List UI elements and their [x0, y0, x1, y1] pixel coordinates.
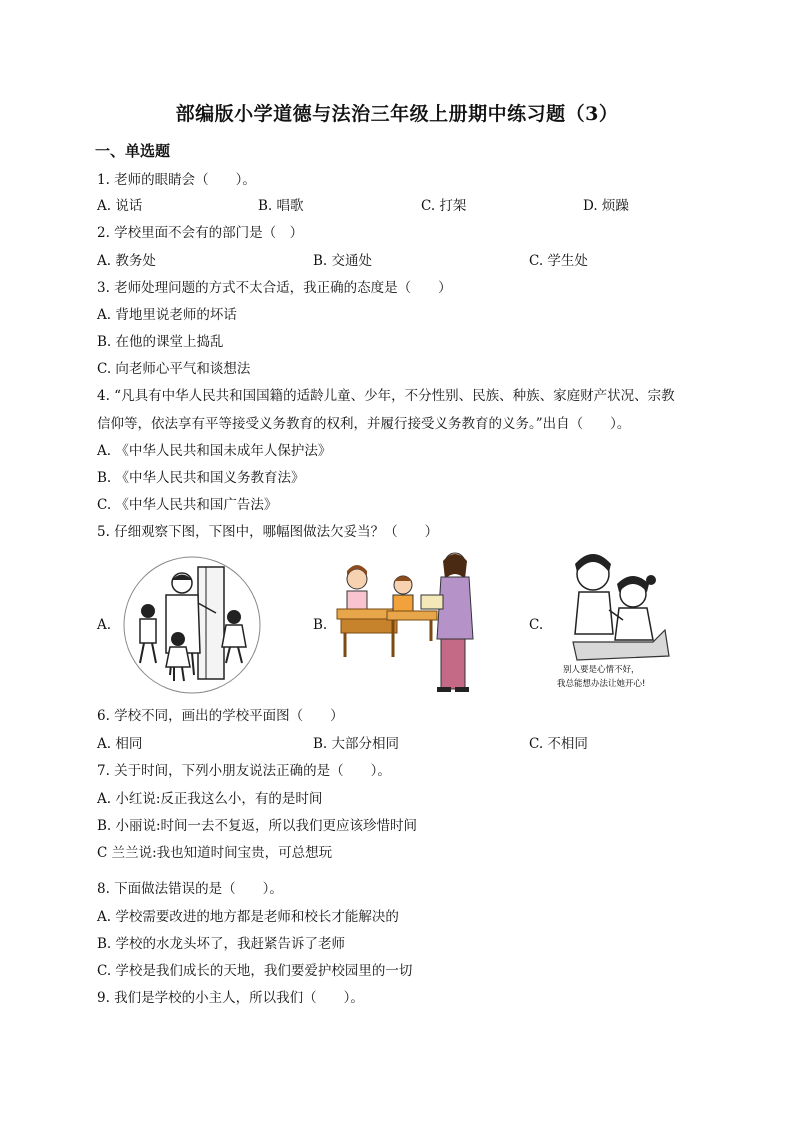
question-3-option-a[interactable]: A. 背地里说老师的坏话: [97, 307, 237, 323]
question-1-option-a[interactable]: A. 说话: [97, 198, 143, 214]
page-title: 部编版小学道德与法治三年级上册期中练习题（3）: [175, 103, 619, 125]
question-8-option-b[interactable]: B. 学校的水龙头坏了，我赶紧告诉了老师: [97, 936, 346, 952]
question-8-option-a[interactable]: A. 学校需要改进的地方都是老师和校长才能解决的: [97, 909, 399, 925]
question-1-option-b[interactable]: B. 唱歌: [258, 198, 304, 214]
question-5-option-a[interactable]: A.: [97, 617, 112, 633]
illustration-caption-line-1: 别人要是心情不好，: [563, 665, 640, 675]
question-1-stem: 1. 老师的眼睛会（ ）。: [97, 172, 256, 188]
question-3-option-c[interactable]: C. 向老师心平气和谈想法: [97, 361, 251, 377]
question-2-option-c[interactable]: C. 学生处: [529, 253, 588, 269]
question-5-option-b[interactable]: B.: [313, 617, 328, 633]
question-2-option-b[interactable]: B. 交通处: [313, 253, 373, 269]
illustration-caption-line-2: 我总能想办法让她开心!: [557, 679, 646, 689]
question-9-stem: 9. 我们是学校的小主人，所以我们（ ）。: [97, 990, 364, 1006]
section-heading: 一、单选题: [95, 142, 171, 160]
question-2-option-a[interactable]: A. 教务处: [97, 253, 156, 269]
question-7-stem: 7. 关于时间，下列小朋友说法正确的是（ ）。: [97, 763, 391, 779]
question-1-option-c[interactable]: C. 打架: [421, 198, 467, 214]
question-6-option-b[interactable]: B. 大部分相同: [313, 736, 400, 752]
question-8-stem: 8. 下面做法错误的是（ ）。: [97, 881, 283, 897]
question-1-option-d[interactable]: D. 烦躁: [583, 198, 629, 214]
question-3-stem: 3. 老师处理问题的方式不太合适，我正确的态度是（ ）: [97, 280, 452, 296]
question-5-option-c[interactable]: C.: [529, 617, 544, 633]
question-3-option-b[interactable]: B. 在他的课堂上捣乱: [97, 334, 224, 350]
question-4-option-a[interactable]: A. 《中华人民共和国未成年人保护法》: [97, 443, 332, 459]
question-4-stem-line-1: 4. “凡具有中华人民共和国国籍的适龄儿童、少年，不分性别、民族、种族、家庭财产状况、宗教: [97, 388, 675, 404]
question-7-option-c[interactable]: C 兰兰说:我也知道时间宝贵，可总想玩: [97, 845, 333, 861]
question-4-option-c[interactable]: C. 《中华人民共和国广告法》: [97, 497, 278, 513]
illustration-teacher-at-door: [120, 553, 270, 693]
question-6-stem: 6. 学校不同，画出的学校平面图（ ）: [97, 708, 344, 724]
question-4-stem-line-2: 信仰等，依法享有平等接受义务教育的权利，并履行接受义务教育的义务。”出自（ ）。: [97, 416, 631, 432]
question-7-option-b[interactable]: B. 小丽说:时间一去不复返，所以我们更应该珍惜时间: [97, 818, 418, 834]
question-8-option-c[interactable]: C. 学校是我们成长的天地，我们要爱护校园里的一切: [97, 963, 413, 979]
illustration-classroom-teacher: [333, 549, 483, 697]
question-6-option-a[interactable]: A. 相同: [97, 736, 143, 752]
question-2-stem: 2. 学校里面不会有的部门是（ ）: [97, 225, 304, 241]
question-4-option-b[interactable]: B. 《中华人民共和国义务教育法》: [97, 470, 305, 486]
illustration-comforting-friend: [553, 550, 673, 698]
question-5-stem: 5. 仔细观察下图，下图中，哪幅图做法欠妥当？（ ）: [97, 524, 439, 540]
question-6-option-c[interactable]: C. 不相同: [529, 736, 588, 752]
question-7-option-a[interactable]: A. 小红说:反正我这么小，有的是时间: [97, 791, 323, 807]
